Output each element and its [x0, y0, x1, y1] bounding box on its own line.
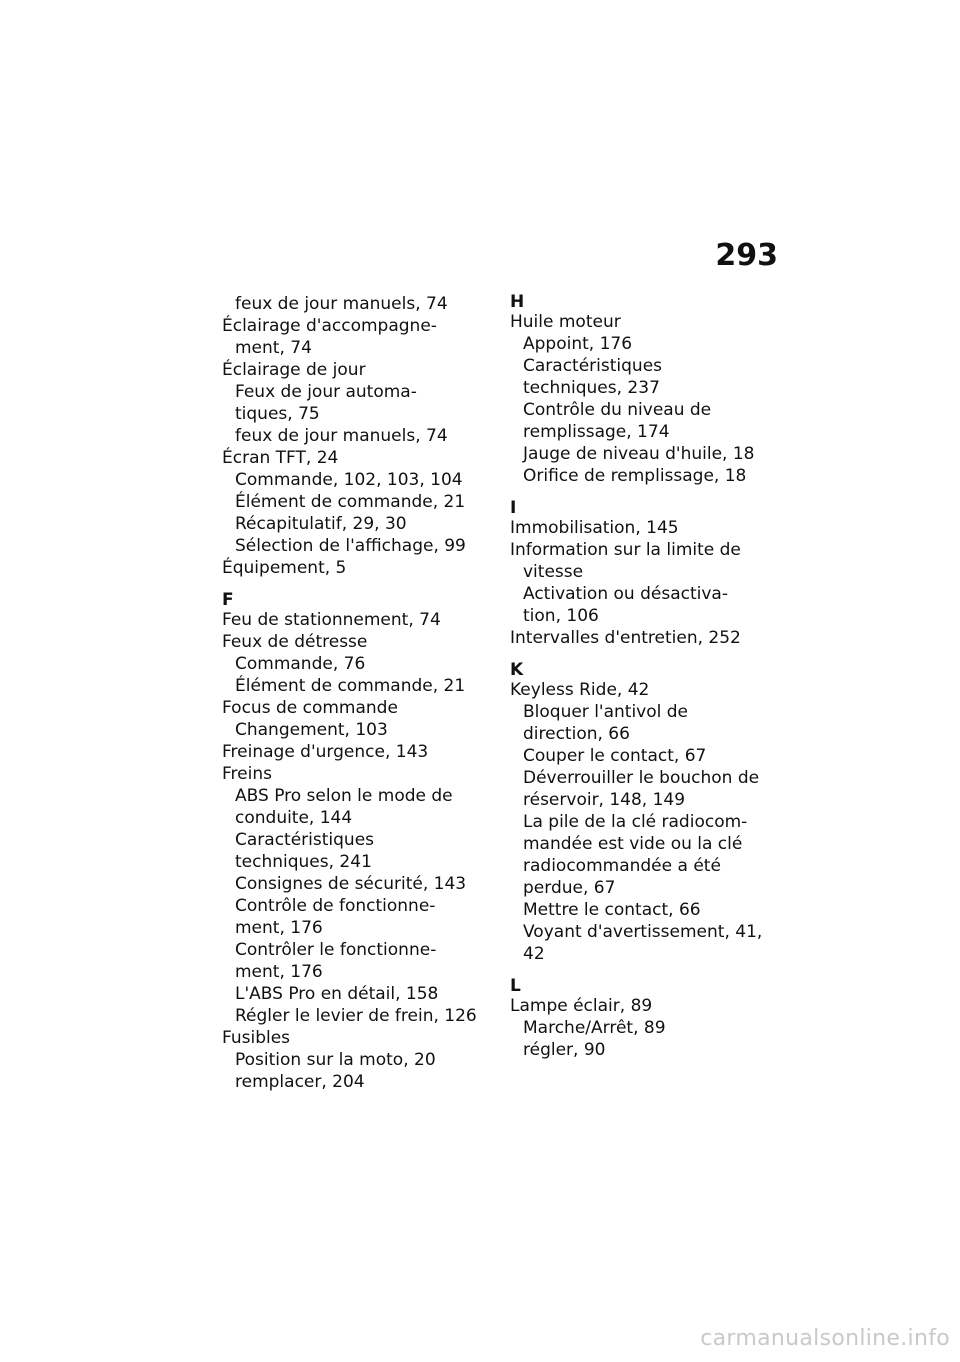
index-subentry: Commande, 76 [235, 654, 366, 674]
index-entry: Éclairage de jour [222, 360, 366, 380]
index-subentry: Voyant d'avertissement, 41, [523, 922, 763, 942]
index-subentry: feux de jour manuels, 74 [235, 426, 448, 446]
index-entry: Équipement, 5 [222, 558, 347, 578]
index-subentry: Orifice de remplissage, 18 [523, 466, 747, 486]
index-entry: Immobilisation, 145 [510, 518, 679, 538]
index-entry-continuation: ment, 176 [235, 918, 323, 938]
index-subentry: Bloquer l'antivol de [523, 702, 689, 722]
index-subentry: Consignes de sécurité, 143 [235, 874, 467, 894]
index-entry-continuation: tiques, 75 [235, 404, 320, 424]
index-subentry: Contrôle de fonctionne- [235, 896, 436, 916]
index-entry-continuation: réservoir, 148, 149 [523, 790, 686, 810]
index-entry-continuation: tion, 106 [523, 606, 599, 626]
index-subentry: La pile de la clé radiocom- [523, 812, 748, 832]
index-subentry: Élément de commande, 21 [235, 676, 466, 696]
index-entry-continuation: mandée est vide ou la clé [523, 834, 743, 854]
index-subentry: feux de jour manuels, 74 [235, 294, 448, 314]
index-subentry: remplacer, 204 [235, 1072, 365, 1092]
index-subentry: Couper le contact, 67 [523, 746, 707, 766]
index-letter-heading: L [510, 976, 521, 996]
index-column-left [222, 293, 497, 1093]
index-entry-continuation: ment, 176 [235, 962, 323, 982]
index-entry: Écran TFT, 24 [222, 448, 339, 468]
index-entry: Lampe éclair, 89 [510, 996, 653, 1016]
index-entry: Feu de stationnement, 74 [222, 610, 441, 630]
index-subentry: Contrôler le fonctionne- [235, 940, 437, 960]
index-subentry: ABS Pro selon le mode de [235, 786, 453, 806]
index-subentry: Caractéristiques [523, 356, 663, 376]
index-entry: Huile moteur [510, 312, 621, 332]
index-subentry: Activation ou désactiva- [523, 584, 728, 604]
index-entry-continuation: conduite, 144 [235, 808, 353, 828]
index-entry: Intervalles d'entretien, 252 [510, 628, 741, 648]
index-entry: Fusibles [222, 1028, 291, 1048]
index-letter-heading: F [222, 590, 234, 610]
index-entry-continuation: 42 [523, 944, 545, 964]
index-letter-heading: I [510, 498, 517, 518]
index-subentry: Mettre le contact, 66 [523, 900, 701, 920]
index-entry-continuation: techniques, 241 [235, 852, 372, 872]
watermark: carmanualsonline.info [700, 1326, 950, 1351]
index-subentry: Récapitulatif, 29, 30 [235, 514, 407, 534]
index-letter-heading: H [510, 292, 525, 312]
index-subentry: Commande, 102, 103, 104 [235, 470, 463, 490]
index-subentry: Position sur la moto, 20 [235, 1050, 436, 1070]
index-entry-continuation: remplissage, 174 [523, 422, 670, 442]
index-subentry: Feux de jour automa- [235, 382, 417, 402]
index-entry-continuation: direction, 66 [523, 724, 630, 744]
index-subentry: Jauge de niveau d'huile, 18 [523, 444, 755, 464]
index-entry-continuation: ment, 74 [235, 338, 312, 358]
index-subentry: Contrôle du niveau de [523, 400, 712, 420]
index-subentry: régler, 90 [523, 1040, 606, 1060]
page-number: 293 [715, 238, 778, 273]
index-entry-continuation: perdue, 67 [523, 878, 616, 898]
index-entry: Feux de détresse [222, 632, 368, 652]
index-entry: Freins [222, 764, 272, 784]
index-subentry: Régler le levier de frein, 126 [235, 1006, 477, 1026]
index-entry: Focus de commande [222, 698, 398, 718]
index-subentry: Marche/Arrêt, 89 [523, 1018, 666, 1038]
index-entry: Éclairage d'accompagne- [222, 316, 437, 336]
index-entry-continuation: vitesse [523, 562, 584, 582]
index-entry-continuation: techniques, 237 [523, 378, 660, 398]
index-entry: Keyless Ride, 42 [510, 680, 650, 700]
index-column-right [510, 293, 785, 1061]
index-letter-heading: K [510, 660, 524, 680]
index-subentry: Déverrouiller le bouchon de [523, 768, 760, 788]
index-entry-continuation: radiocommandée a été [523, 856, 721, 876]
index-subentry: Appoint, 176 [523, 334, 633, 354]
index-entry: Information sur la limite de [510, 540, 741, 560]
index-subentry: Caractéristiques [235, 830, 375, 850]
index-subentry: Sélection de l'affichage, 99 [235, 536, 466, 556]
index-subentry: Élément de commande, 21 [235, 492, 466, 512]
index-subentry: Changement, 103 [235, 720, 388, 740]
index-subentry: L'ABS Pro en détail, 158 [235, 984, 439, 1004]
index-entry: Freinage d'urgence, 143 [222, 742, 429, 762]
